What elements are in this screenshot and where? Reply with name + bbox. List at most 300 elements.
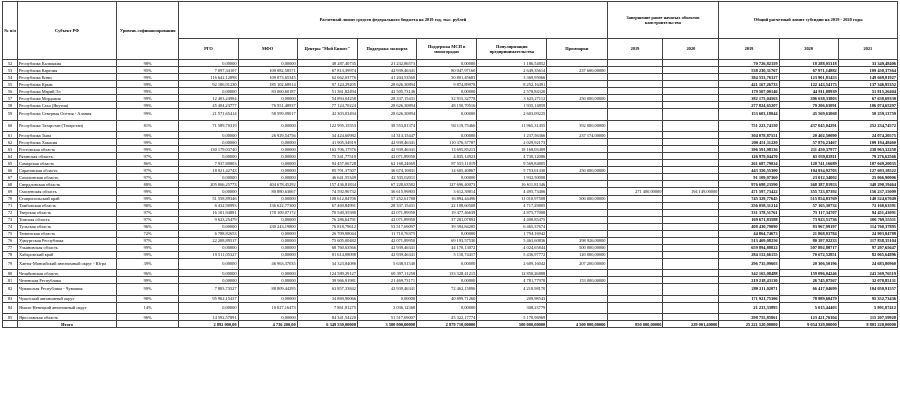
cell-level: 96% — [117, 314, 179, 321]
cell-total-2019: 179 507,00146 — [719, 88, 779, 95]
cell-cap-2019 — [607, 81, 663, 88]
cell-rgo: 21 571,65414 — [179, 109, 238, 120]
cell-cap-2019 — [607, 74, 663, 81]
cell-mfo: 0,00000 — [238, 146, 297, 153]
cell-num: 76 — [3, 237, 18, 244]
cell-cap-2019 — [607, 302, 663, 313]
table-row — [3, 120, 898, 131]
cell-cap-2019 — [607, 270, 663, 277]
cell-msp-mono: 5 118,74417 — [417, 251, 477, 258]
cell-region: Республика Мордовия — [18, 95, 117, 102]
cell-rgo: 45 404,23777 — [179, 102, 238, 109]
table-body — [3, 60, 898, 321]
cell-total-2020: 123 421,76304 — [779, 314, 838, 321]
cell-region: Самарская область — [18, 160, 117, 167]
cell-level: 97% — [117, 153, 179, 160]
cell-total-2021: 114 760,37895 — [838, 223, 897, 230]
cell-total-2019: 382 175,04563 — [719, 95, 779, 102]
cell-total-2020: 159 096,04246 — [779, 270, 838, 277]
cell-rgo: 0,00000 — [179, 60, 238, 67]
cell-level: 97% — [117, 216, 179, 223]
cell-promparks — [547, 181, 607, 188]
cell-level: 99% — [117, 102, 179, 109]
cell-cap-2020 — [663, 244, 719, 251]
table-row — [3, 223, 898, 230]
cell-rgo: 116 642,12898 — [179, 74, 238, 81]
cell-mfo: 109 873,65345 — [238, 74, 297, 81]
cell-centers: 48 287,40735 — [297, 60, 357, 67]
cell-centers: 34 424,60982 — [297, 132, 357, 139]
cell-level: 99% — [117, 109, 179, 120]
cell-centers: 63 857,33842 — [297, 284, 357, 295]
table-row — [3, 314, 898, 321]
cell-popular: 4 717,29805 — [477, 202, 547, 209]
cell-cap-2020 — [663, 102, 719, 109]
cell-export: 42 071,89950 — [357, 216, 416, 223]
cell-num: 69 — [3, 188, 18, 195]
cell-rgo: 0,00000 — [179, 132, 238, 139]
cell-cap-2019 — [607, 258, 663, 269]
cell-popular: 11 010,97508 — [477, 195, 547, 202]
cell-promparks — [547, 139, 607, 146]
table-row — [3, 181, 898, 188]
cell-popular: 9 569,84805 — [477, 160, 547, 167]
cell-cap-2020 — [663, 109, 719, 120]
cell-total-2020: 20 306,50196 — [779, 258, 838, 269]
cell-centers: 76 818,79612 — [297, 223, 357, 230]
cell-promparks — [547, 88, 607, 95]
cell-export: 11 710,76375 — [357, 230, 416, 237]
cell-cap-2020 — [663, 216, 719, 223]
cell-total-2019: 44 864,74673 — [719, 230, 779, 237]
cell-promparks — [547, 270, 607, 277]
cell-num: 65 — [3, 160, 18, 167]
cell-num: 52 — [3, 60, 18, 67]
cell-num: 66 — [3, 167, 18, 174]
cell-rgo: 6 788,82653 — [179, 230, 238, 237]
cell-num: 61 — [3, 132, 18, 139]
cell-total-2021: 72 160,63591 — [838, 202, 897, 209]
header-total-2021: 2021 — [838, 39, 897, 60]
cell-total-2019: 408 430,79090 — [719, 223, 779, 230]
cell-level: 99% — [117, 146, 179, 153]
cell-num: 62 — [3, 139, 18, 146]
cell-level: 96% — [117, 270, 179, 277]
cell-popular: 3 625,27112 — [477, 95, 547, 102]
cell-total-2020: 67 971,14882 — [779, 67, 838, 74]
cell-popular: 4 024,65844 — [477, 244, 547, 251]
cell-cap-2020 — [663, 120, 719, 131]
cell-msp-mono: 19 477,46639 — [417, 209, 477, 216]
cell-msp-mono: 72 462,15896 — [417, 284, 477, 295]
cell-export: 42 939,46341 — [357, 146, 416, 153]
cell-total-2020: 78 989,60479 — [779, 295, 838, 302]
cell-promparks — [547, 216, 607, 223]
cell-export: 57 252,61788 — [357, 195, 416, 202]
total-centers: 6 349 530,00000 — [297, 321, 357, 328]
header-total-2020: 2020 — [779, 39, 838, 60]
cell-total-2019: 296 735,09603 — [719, 258, 779, 269]
cell-export: 42 505,73146 — [357, 88, 416, 95]
cell-popular: 12 850,26888 — [477, 270, 547, 277]
cell-msp-mono: 0,00000 — [417, 174, 477, 181]
cell-level: 97% — [117, 209, 179, 216]
cell-centers: 39 966,91981 — [297, 277, 357, 284]
cell-centers: 67 813,39974 — [297, 67, 357, 74]
cell-total-2019: 384 553,76327 — [719, 74, 779, 81]
total-cap-2020: 229 001,40000 — [663, 321, 719, 328]
cell-region: Челябинская область — [18, 270, 117, 277]
cell-promparks — [547, 81, 607, 88]
cell-num: 64 — [3, 153, 18, 160]
cell-mfo: 0,00000 — [238, 216, 297, 223]
cell-total-2019: 70 726,82159 — [719, 60, 779, 67]
header-centers: Центры "Мой Бизнес" — [297, 39, 357, 60]
cell-popular: 2 649,35614 — [477, 67, 547, 74]
cell-centers: 34 869,90066 — [297, 295, 357, 302]
cell-msp-mono: 14 605,40867 — [417, 167, 477, 174]
cell-export: 53 517,69097 — [357, 223, 416, 230]
cell-centers: 67 469,84991 — [297, 202, 357, 209]
cell-level: 99% — [117, 251, 179, 258]
cell-cap-2020 — [663, 251, 719, 258]
cell-total-2021: 24 074,20575 — [838, 132, 897, 139]
cell-export: 67 228,63582 — [357, 181, 416, 188]
total-label: Итого — [18, 321, 117, 328]
cell-total-2019: 304 078,87551 — [719, 132, 779, 139]
cell-total-2021: 187 049,20035 — [838, 160, 897, 167]
cell-mfo: 58 599,09017 — [238, 109, 297, 120]
cell-msp-mono: 69 193,57530 — [417, 237, 477, 244]
table-row — [3, 88, 898, 95]
cell-popular: 2 578,84320 — [477, 88, 547, 95]
cell-cap-2020 — [663, 88, 719, 95]
table-row — [3, 67, 898, 74]
table-row — [3, 270, 898, 277]
cell-mfo: 0,00000 — [238, 167, 297, 174]
cell-promparks — [547, 153, 607, 160]
cell-num: 59 — [3, 109, 18, 120]
cell-cap-2020 — [663, 132, 719, 139]
cell-region: Республика Саха (Якутия) — [18, 102, 117, 109]
total-promparks: 4 500 000,00000 — [547, 321, 607, 328]
cell-total-2020: 57 876,23467 — [779, 139, 838, 146]
cell-popular: 1 186,54852 — [477, 60, 547, 67]
cell-region: Тамбовская область — [18, 202, 117, 209]
cell-region: Удмуртская Республика — [18, 237, 117, 244]
cell-region: Республика Калмыкия — [18, 60, 117, 67]
cell-export: 42 071,89950 — [357, 209, 416, 216]
cell-rgo: 130 179,03740 — [179, 146, 238, 153]
table-row — [3, 237, 898, 244]
cell-mfo: 0,00000 — [238, 270, 297, 277]
cell-level: 99% — [117, 132, 179, 139]
cell-cap-2020 — [663, 67, 719, 74]
cell-region: Тюменская область — [18, 230, 117, 237]
cell-rgo: 92 186,91230 — [179, 81, 238, 88]
cell-region: Чеченская Республика — [18, 277, 117, 284]
cell-export: 28 626,30894 — [357, 81, 416, 88]
cell-mfo: 0,00000 — [238, 314, 297, 321]
table-row — [3, 284, 898, 295]
cell-export: 38 553,81374 — [357, 120, 416, 131]
cell-promparks — [547, 74, 607, 81]
cell-mfo: 0,00000 — [238, 237, 297, 244]
cell-mfo: 0,00000 — [238, 160, 297, 167]
cell-rgo: 71 589,70319 — [179, 120, 238, 131]
cell-centers: 77 124,70224 — [297, 102, 357, 109]
cell-rgo: 14 592,57891 — [179, 314, 238, 321]
cell-cap-2019 — [607, 167, 663, 174]
cell-level: 81% — [117, 120, 179, 131]
cell-cap-2019 — [607, 237, 663, 244]
cell-export: 42 939,46341 — [357, 139, 416, 146]
cell-centers: 94 457,06728 — [297, 160, 357, 167]
cell-promparks — [547, 295, 607, 302]
cell-rgo: 0,00000 — [179, 88, 238, 95]
table-row — [3, 277, 898, 284]
cell-export: 28 626,30894 — [357, 109, 416, 120]
cell-total-2021: 127 693,18522 — [838, 167, 897, 174]
cell-total-2021: 79 276,62566 — [838, 153, 897, 160]
cell-region: Хабаровский край — [18, 251, 117, 258]
cell-total-2020: 122 143,54173 — [779, 81, 838, 88]
cell-cap-2020 — [663, 284, 719, 295]
cell-mfo: 0,00000 — [238, 277, 297, 284]
cell-total-2019: 277 824,65207 — [719, 102, 779, 109]
cell-level: 99% — [117, 244, 179, 251]
cell-popular: 4 875,77008 — [477, 209, 547, 216]
cell-popular: 2 609,16042 — [477, 258, 547, 269]
cell-msp-mono: 0,00000 — [417, 302, 477, 313]
cell-total-2021: 97 297,65647 — [838, 244, 897, 251]
cell-msp-mono: 44 170,13072 — [417, 244, 477, 251]
cell-region: Республика Тыва — [18, 132, 117, 139]
cell-cap-2020 — [663, 153, 719, 160]
cell-total-2020: 5 015,44403 — [779, 302, 838, 313]
table-row — [3, 60, 898, 67]
cell-msp-mono: 0,00000 — [417, 277, 477, 284]
cell-rgo: 0,00000 — [179, 188, 238, 195]
cell-popular: 308,23779 — [477, 302, 547, 313]
cell-msp-mono: 37 281,07892 — [417, 216, 477, 223]
cell-total-2019: 171 921,75306 — [719, 295, 779, 302]
cell-rgo: 7 937,80803 — [179, 160, 238, 167]
cell-mfo: 0,00000 — [238, 244, 297, 251]
cell-centers: 76 286,64791 — [297, 216, 357, 223]
cell-mfo: 0,00000 — [238, 251, 297, 258]
cell-level: 98% — [117, 295, 179, 302]
cell-msp-mono: 40 899,71260 — [417, 295, 477, 302]
total-row — [3, 321, 898, 328]
cell-cap-2019 — [607, 230, 663, 237]
cell-popular: 4 781,77978 — [477, 277, 547, 284]
cell-mfo: 0,00000 — [238, 195, 297, 202]
cell-centers: 75 605,00482 — [297, 237, 357, 244]
cell-total-2019: 284 152,66155 — [719, 251, 779, 258]
cell-mfo: 83 060,60187 — [238, 88, 297, 95]
table-row — [3, 295, 898, 302]
cell-msp-mono: 127 696,40073 — [417, 181, 477, 188]
cell-centers: 26 709,98044 — [297, 230, 357, 237]
cell-cap-2020 — [663, 314, 719, 321]
cell-level: 99% — [117, 88, 179, 95]
cell-cap-2019 — [607, 216, 663, 223]
cell-total-2021: 156 237,15009 — [838, 188, 897, 195]
cell-total-2021: 117 838,35104 — [838, 237, 897, 244]
total-cap-2019: 850 000,00000 — [607, 321, 663, 328]
cell-mfo: 0,00000 — [238, 174, 297, 181]
cell-region: Томская область — [18, 216, 117, 223]
cell-level: 99% — [117, 277, 179, 284]
cell-export: 21 232,86573 — [357, 60, 416, 67]
cell-cap-2020 — [663, 195, 719, 202]
cell-num: 54 — [3, 74, 18, 81]
table-row — [3, 109, 898, 120]
cell-mfo: 0,00000 — [238, 153, 297, 160]
cell-promparks — [547, 146, 607, 153]
cell-mfo: 100 082,58571 — [238, 67, 297, 74]
cell-total-2020: 368 387,81953 — [779, 181, 838, 188]
total-export: 3 500 000,00000 — [357, 321, 416, 328]
cell-total-2019: 659 894,88822 — [719, 244, 779, 251]
cell-cap-2020 — [663, 230, 719, 237]
cell-msp-mono: 0,00000 — [417, 88, 477, 95]
cell-mfo: 0,00000 — [238, 60, 297, 67]
cell-promparks — [547, 60, 607, 67]
cell-total-2021: 33 349,48406 — [838, 60, 897, 67]
cell-cap-2020 — [663, 181, 719, 188]
cell-popular: 11 965,31455 — [477, 120, 547, 131]
cell-export: 42 939,46341 — [357, 244, 416, 251]
cell-promparks: 392 000,00000 — [547, 120, 607, 131]
cell-cap-2019 — [607, 109, 663, 120]
cell-num: 60 — [3, 120, 18, 131]
table-row — [3, 174, 898, 181]
cell-region: Саратовская область — [18, 167, 117, 174]
cell-centers: 157 436,81834 — [297, 181, 357, 188]
cell-level: 39% — [117, 258, 179, 269]
table-row — [3, 188, 898, 195]
cell-total-2021: 140 524,67049 — [838, 195, 897, 202]
cell-promparks — [547, 209, 607, 216]
cell-rgo: 0,00000 — [179, 244, 238, 251]
cell-region: Ямало-Ненецкий автономный округ — [18, 302, 117, 313]
cell-total-2020: 20 402,50090 — [779, 132, 838, 139]
header-popular: Популяризация предпринимательства — [477, 39, 547, 60]
cell-total-2020: 79 206,63091 — [779, 102, 838, 109]
cell-total-2020: 83 967,99197 — [779, 223, 838, 230]
cell-cap-2019 — [607, 284, 663, 295]
cell-popular: 6 465,37674 — [477, 223, 547, 230]
cell-promparks: 250 000,00000 — [547, 95, 607, 102]
table-row — [3, 132, 898, 139]
header-rgo: РГО — [179, 39, 238, 60]
total-2019: 25 221 520,00000 — [719, 321, 779, 328]
cell-cap-2019 — [607, 153, 663, 160]
cell-popular: 1 935,14859 — [477, 102, 547, 109]
total-2021: 8 803 220,00000 — [838, 321, 897, 328]
cell-level: 97% — [117, 237, 179, 244]
cell-popular: 1 237,56366 — [477, 132, 547, 139]
cell-num: 83 — [3, 295, 18, 302]
cell-msp-mono: 133 328,41215 — [417, 270, 477, 277]
cell-level: 98% — [117, 60, 179, 67]
cell-promparks — [547, 230, 607, 237]
cell-mfo: 46 963,37035 — [238, 258, 297, 269]
cell-promparks — [547, 302, 607, 313]
cell-total-2019: 396 591,98136 — [719, 146, 779, 153]
table-row — [3, 139, 898, 146]
cell-popular: 4 730,12086 — [477, 153, 547, 160]
cell-num: 81 — [3, 277, 18, 284]
cell-popular: 3 369,95066 — [477, 74, 547, 81]
cell-export: 42 939,46341 — [357, 284, 416, 295]
cell-total-2019: 219 218,43130 — [719, 277, 779, 284]
cell-promparks: 237 600,00000 — [547, 67, 607, 74]
cell-promparks — [547, 202, 607, 209]
cell-cap-2020 — [663, 60, 719, 67]
cell-total-2019: 91 109,07360 — [719, 174, 779, 181]
cell-cap-2020 — [663, 258, 719, 269]
cell-num: 77 — [3, 244, 18, 251]
cell-num: 70 — [3, 195, 18, 202]
cell-cap-2019 — [607, 95, 663, 102]
cell-centers: 42 303,03494 — [297, 109, 357, 120]
cell-total-2019: 745 329,77645 — [719, 195, 779, 202]
cell-num: 55 — [3, 81, 18, 88]
cell-popular: 4 408,85475 — [477, 216, 547, 223]
cell-total-2019: 261 687,79024 — [719, 160, 779, 167]
cell-cap-2019 — [607, 244, 663, 251]
table-row — [3, 153, 898, 160]
header-export: Поддержка экспорта — [357, 39, 416, 60]
cell-export: 51 517,69007 — [357, 314, 416, 321]
cell-region: Рязанская область — [18, 153, 117, 160]
cell-total-2020: 73 923,51736 — [779, 216, 838, 223]
cell-msp-mono: 9 874,89978 — [417, 81, 477, 88]
cell-level: 88% — [117, 181, 179, 188]
cell-msp-mono: 0,00000 — [417, 258, 477, 269]
cell-rgo: 7 097,34107 — [179, 67, 238, 74]
cell-level: 98% — [117, 202, 179, 209]
cell-export: 42 071,89950 — [357, 237, 416, 244]
cell-msp-mono: 87 555,11019 — [417, 160, 477, 167]
cell-mfo: 76 551,48937 — [238, 102, 297, 109]
cell-centers: 51 361,82494 — [297, 88, 357, 95]
cell-msp-mono: 0,00000 — [417, 109, 477, 120]
table-row — [3, 216, 898, 223]
cell-region: Тверская область — [18, 209, 117, 216]
cell-level: 99% — [117, 81, 179, 88]
cell-cap-2019 — [607, 195, 663, 202]
cell-cap-2019: 271 400,00000 — [607, 188, 663, 195]
cell-cap-2019 — [607, 160, 663, 167]
cell-cap-2020 — [663, 167, 719, 174]
cell-total-2021: 51 815,26404 — [838, 88, 897, 95]
cell-mfo: 80 880,63667 — [238, 188, 297, 195]
cell-region: Сахалинская область — [18, 174, 117, 181]
cell-cap-2020 — [663, 270, 719, 277]
cell-msp-mono: 110 376,37787 — [417, 139, 477, 146]
cell-cap-2019 — [607, 314, 663, 321]
cell-cap-2020 — [663, 95, 719, 102]
cell-popular: 8 252,16491 — [477, 81, 547, 88]
cell-num: 84 — [3, 302, 18, 313]
cell-centers: 34 323,84086 — [297, 258, 357, 269]
header-promparks: Промпарки — [547, 39, 607, 60]
cell-msp-mono: 16 894,44496 — [417, 195, 477, 202]
